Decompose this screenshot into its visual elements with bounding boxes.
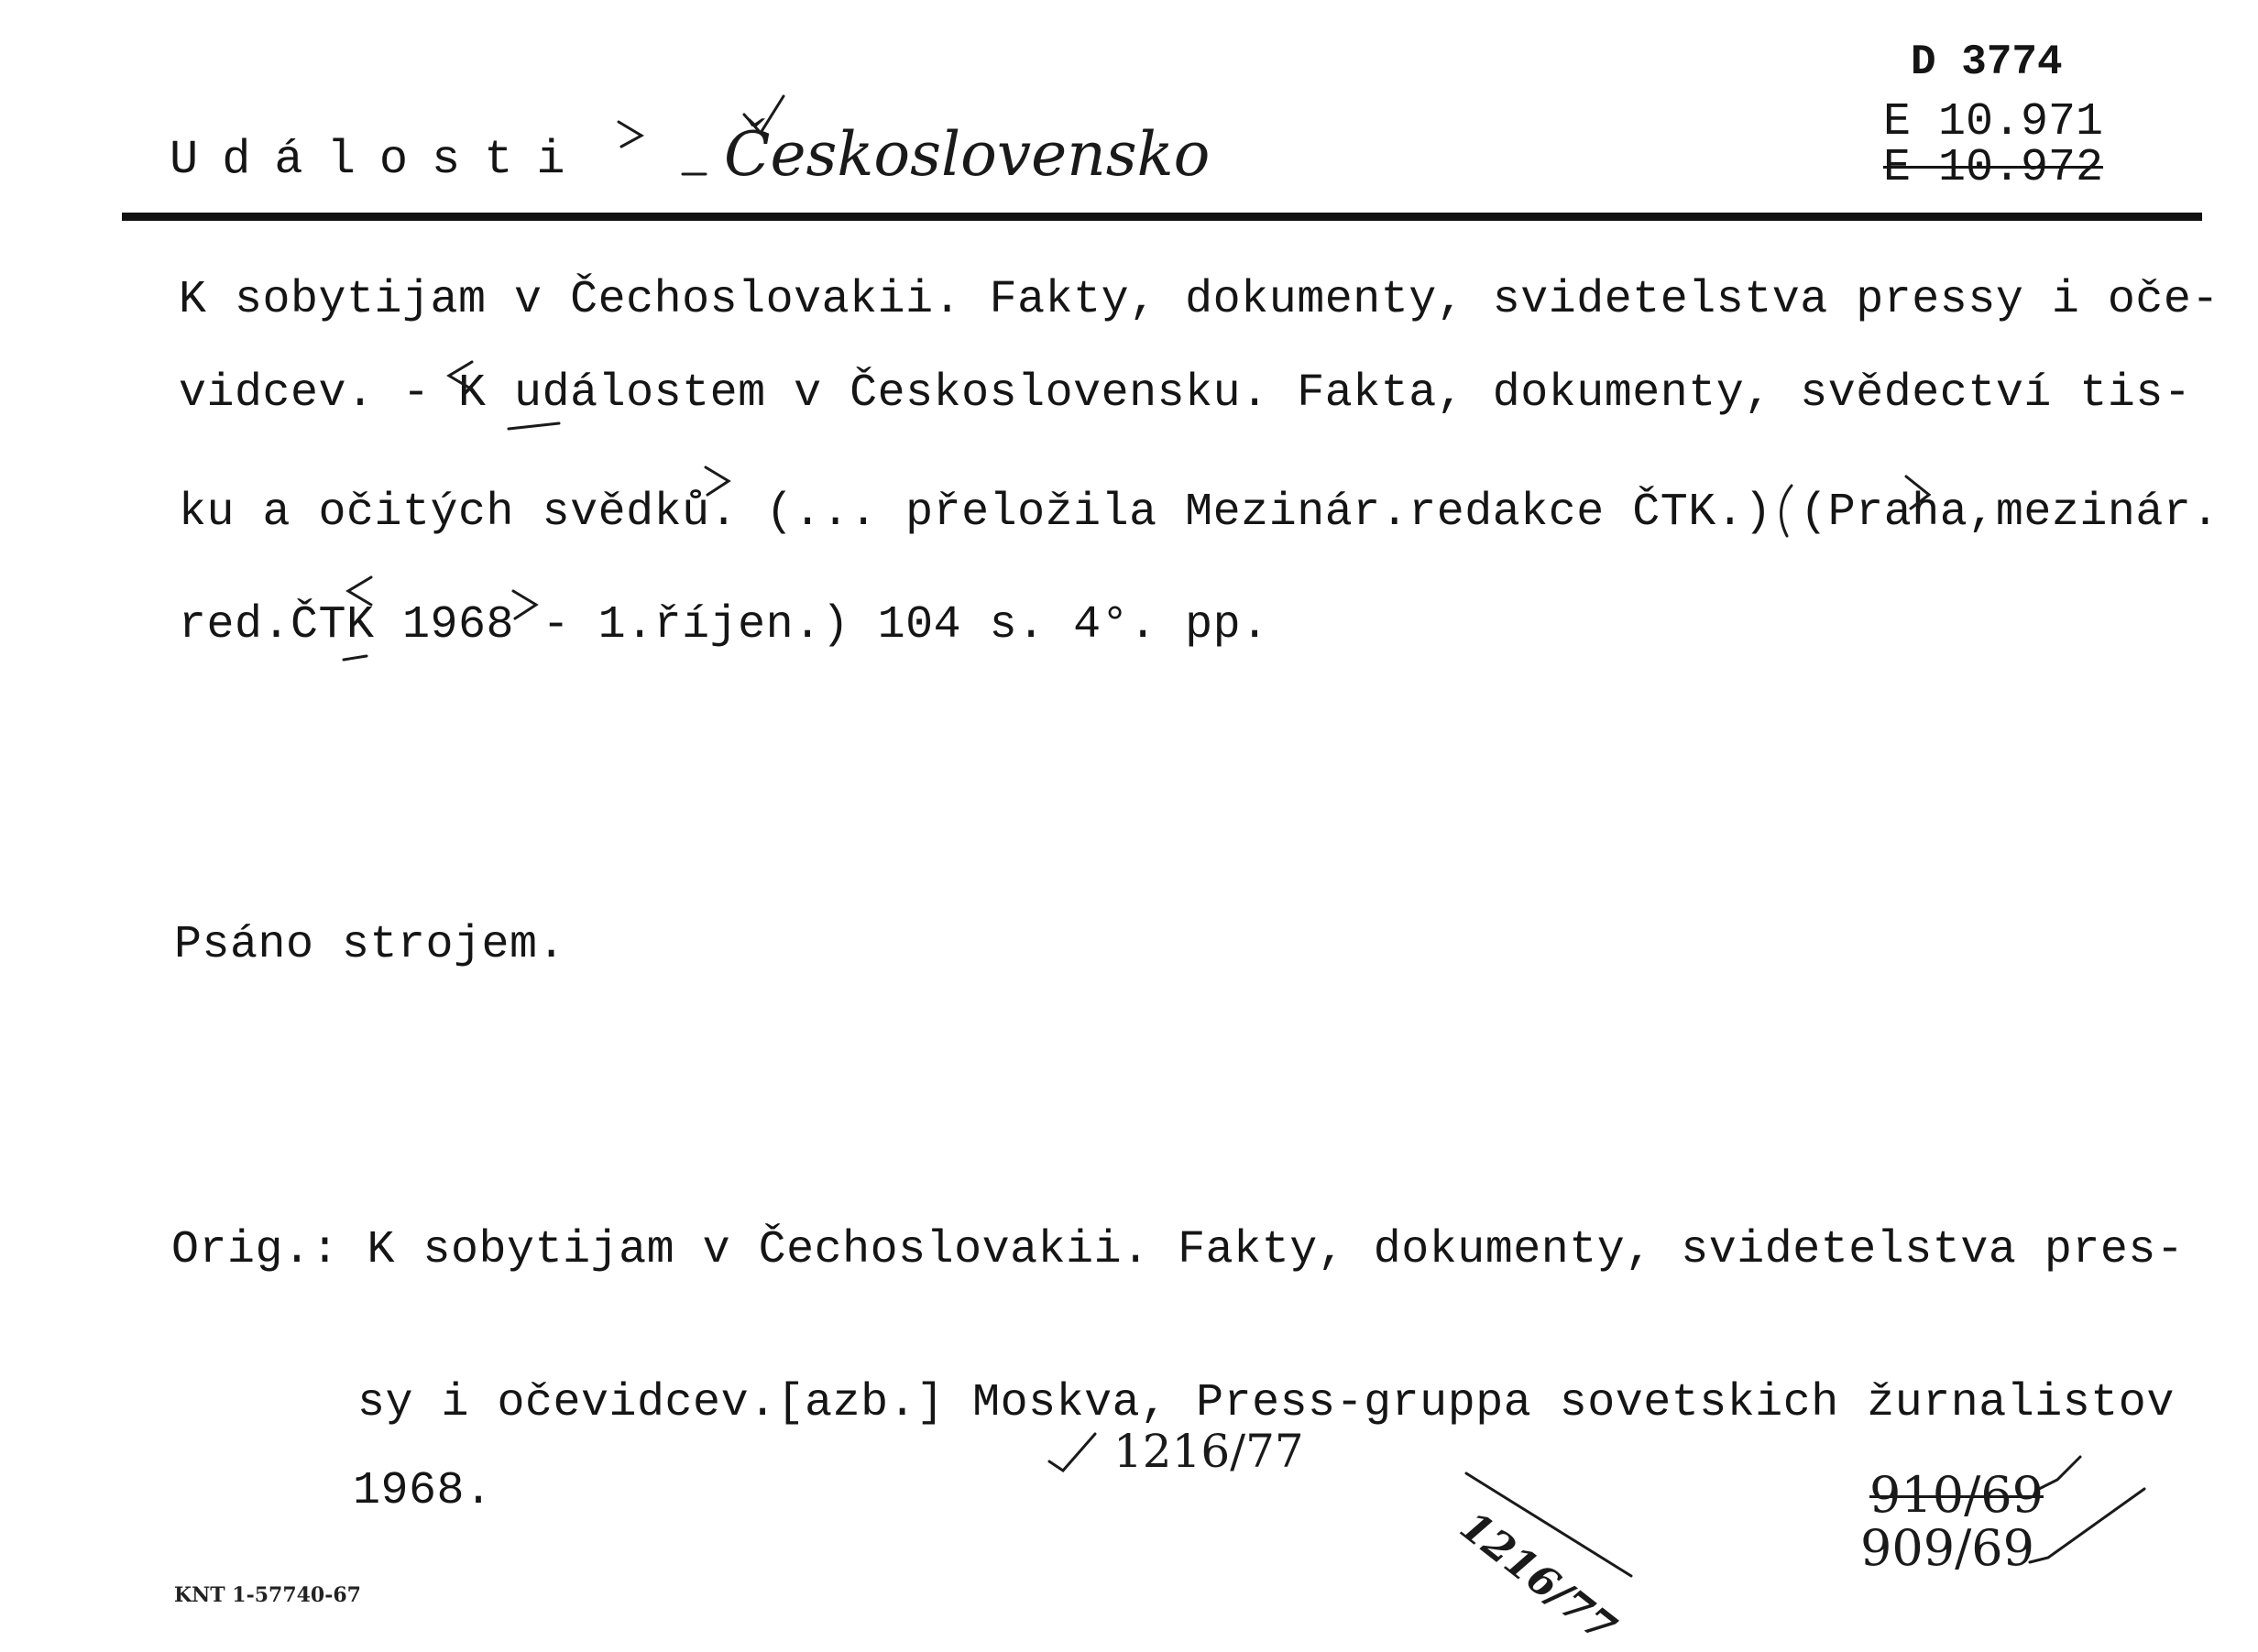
signature-e2-struck: E 10.972 <box>1883 142 2104 194</box>
check-mark-accession-1 <box>2039 1457 2080 1489</box>
diagonal-stamp: 1216/77 <box>1451 1503 1625 1652</box>
subject-heading: Události <box>170 133 589 187</box>
accession-current: 909/69 <box>1860 1519 2034 1577</box>
caret-mark-1 <box>619 122 641 147</box>
underline-mark <box>509 423 559 429</box>
signature-e1: E 10.971 <box>1883 96 2104 148</box>
handwritten-topic: Československo <box>724 119 1211 190</box>
entry-line-1: K sobytijam v Čechoslovakii. Fakty, dokumenty, svidetelstva pressy i oče- <box>179 274 2220 326</box>
typed-note: Psáno strojem. <box>174 919 566 971</box>
handwritten-number: 1216/77 <box>1113 1425 1304 1478</box>
orig-line-2: sy i očevidcev.[azb.] Moskva, Press-gruppa sovetskich žurnalistov <box>357 1377 2175 1429</box>
accession-struck: 910/69 <box>1869 1466 2044 1524</box>
signature-main: D 3774 <box>1911 38 2063 86</box>
entry-line-4: red.ČTK 1968 - 1.říjen.) 104 s. 4°. pp. <box>179 599 1269 651</box>
orig-line-1: Orig.: K sobytijam v Čechoslovakii. Fakty, dokumenty, svidetelstva pres- <box>171 1224 2185 1276</box>
tick-mark <box>344 656 367 660</box>
check-mark-number <box>1049 1434 1095 1471</box>
header-rule <box>122 213 2202 221</box>
footer-code: KNT 1-57740-67 <box>174 1583 361 1607</box>
entry-line-3: ku a očitých svědků. (... přeložila Mezinár.redakce ČTK.) (Praha,mezinár. <box>179 487 2220 539</box>
entry-line-2: vidcev. - K událostem v Československu. Fakta, dokumenty, svědectví tis- <box>179 367 2192 420</box>
orig-line-3: 1968. <box>353 1465 493 1517</box>
check-mark-accession-2 <box>2030 1489 2144 1562</box>
